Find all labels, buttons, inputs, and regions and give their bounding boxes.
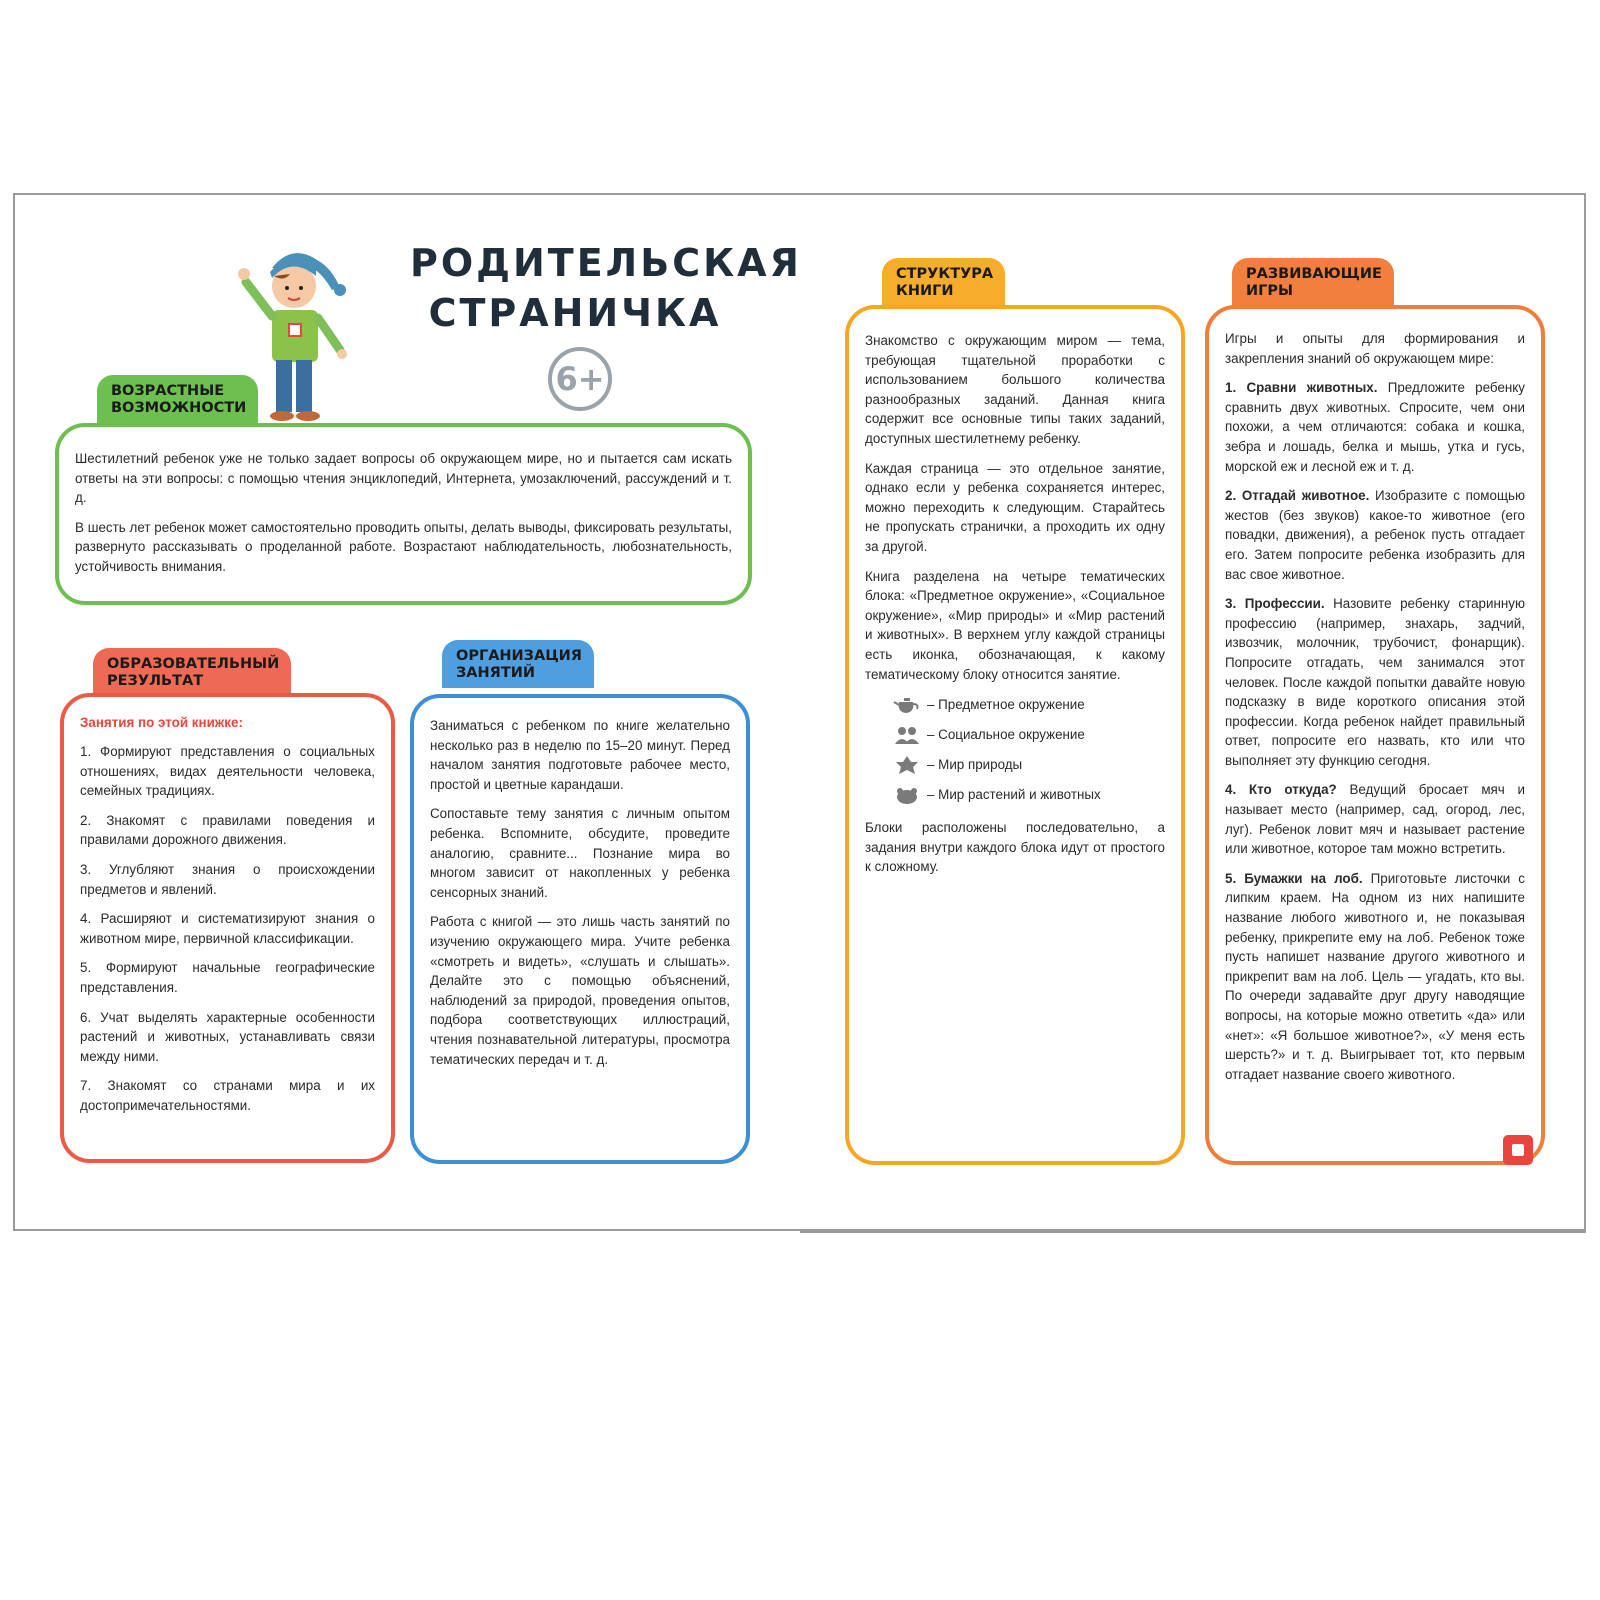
book-structure-box <box>845 305 1185 1165</box>
leaf-icon <box>893 754 921 776</box>
list-item: 1. Сравни животных. Предложите ребенку сравнить двух животных. Спросите, чем они похожи, а чем отличаются: собака и кошка, зебра и лошадь, белка и мышь, утка и гусь, морской еж и лесной еж и т. д. <box>1225 380 1525 474</box>
legend-item: – Мир растений и животных <box>893 784 1165 806</box>
age-capabilities-box <box>55 423 752 605</box>
paragraph: В шесть лет ребенок может самостоятельно проводить опыты, делать выводы, фиксировать результаты, развернуто рассказывать о проделанной работе. Возрастают наблюдательность, любознательность, устойчивость внимания. <box>75 519 732 574</box>
paragraph: Работа с книгой — это лишь часть занятий по изучению окружающего мира. Учите ребенка «смотреть и видеть», «слушать и слышать». Делайте это с помощью объяснений, наблюдений за природой, проведения опытов, подбора соответствующих иллюстраций, чтения познавательной литературы, просмотра тематических передач и т. д. <box>430 914 730 1067</box>
legend-item: – Предметное окружение <box>893 694 1165 716</box>
age-badge: 6+ <box>548 347 612 411</box>
list-item: 5. Формируют начальные географические представления. <box>80 960 375 995</box>
tab-organization: ОРГАНИЗАЦИЯ ЗАНЯТИЙ <box>442 640 594 688</box>
legend-item: – Мир природы <box>893 754 1165 776</box>
list-item: 7. Знакомят со странами мира и их достопримечательностями. <box>80 1078 375 1113</box>
right-page-edge <box>800 1227 1586 1233</box>
organization-box <box>410 694 750 1164</box>
tab-educational-result: ОБРАЗОВАТЕЛЬНЫЙ РЕЗУЛЬТАТ <box>93 648 291 696</box>
list-item: 6. Учат выделять характерные особенности растений и животных, устанавливать связи между ними. <box>80 1009 375 1064</box>
title-line-1: РОДИТЕЛЬСКАЯ <box>410 241 802 285</box>
tab-developing-games: РАЗВИВАЮЩИЕ ИГРЫ <box>1232 258 1394 306</box>
list-item: 3. Профессии. Назовите ребенку старинную профессию (например, знахарь, задчий, извозчик, молочник, трубочист, фонарщик). Попросите отгадать, чем занимался этот человек. После каждой попытки давайте новую подсказку в виде короткого описания этой профессии. Когда ребенок найдет правильный ответ, попросите его назвать, кто или что выполняет эту функцию сегодня. <box>1225 596 1525 768</box>
list-item: 3. Углубляют знания о происхождении предметов и явлений. <box>80 861 375 897</box>
paragraph: Заниматься с ребенком по книге желательно несколько раз в неделю по 15–20 минут. Перед началом занятия подготовьте рабочее место, простой и цветные карандаши. <box>430 718 730 792</box>
animal-icon <box>893 784 921 806</box>
developing-games-box <box>1205 305 1545 1165</box>
paragraph: Знакомство с окружающим миром — тема, требующая тщательной проработки с использованием большого количества разнообразных заданий. Данная книга содержит все основные типы таких заданий, доступных шестилетнему ребенку. <box>865 333 1165 446</box>
tab-book-structure: СТРУКТУРА КНИГИ <box>882 258 1005 306</box>
paragraph: Игры и опыты для формирования и закрепления знаний об окружающем мире: <box>1225 331 1525 366</box>
list-item: 5. Бумажки на лоб. Приготовьте листочки с липким краем. На одном из них напишите название любого животного и, не показывая ребенку, прикрепите ему на лоб. Ребенок тоже пусть напишет название другого животного и прикрепит вам на лоб. Цель — угадать, кто вы. По очереди задавайте друг другу наводящие вопросы, на которые можно ответить «да» или «нет»: «Я большое животное?», «У меня есть шерсть?» и т. д. Выигрывает тот, кто первым отгадает название своего животного. <box>1225 870 1525 1082</box>
paragraph: Каждая страница — это отдельное занятие, однако если у ребенка сохраняется интерес, можно переходить к следующим. Старайтесь не пропускать странички, а проходить их одну за другой. <box>865 460 1165 554</box>
page-title <box>410 238 802 338</box>
legend-item: – Социальное окружение <box>893 724 1165 746</box>
list-item: 2. Знакомят с правилами поведения и правилами дорожного движения. <box>80 812 375 848</box>
list-item: 1. Формируют представления о социальных отношениях, видах деятельности человека, семейных традициях. <box>80 744 375 799</box>
paragraph: Сопоставьте тему занятия с личным опытом ребенка. Вспомните, обсудите, проведите аналогию, сравните... Познание мира во многом зависит от накопленных у ребенка сенсорных знаний. <box>430 806 730 900</box>
list-item: 4. Кто откуда? Ведущий бросает мяч и называет место (например, сад, огород, лес, луг). Ребенок ловит мяч и называет растение или животное, которое там можно встретить. <box>1225 782 1525 857</box>
corner-square-icon <box>1503 1135 1533 1165</box>
list-item: 4. Расширяют и систематизируют знания о животном мире, первичной классификации. <box>80 911 375 946</box>
paragraph: Книга разделена на четыре тематических блока: «Предметное окружение», «Социальное окружение», «Мир природы» и «Мир растений и животных». В верхнем углу каждой страницы есть иконка, обозначающая, к какому тематическому блоку относится занятие. <box>865 568 1165 682</box>
paragraph: Шестилетний ребенок уже не только задает вопросы об окружающем мире, но и пытается сам искать ответы на эти вопросы: с помощью чтения энциклопедий, Интернета, умозаключений, рассуждений и т. д. <box>75 451 732 506</box>
paragraph: Блоки расположены последовательно, а задания внутри каждого блока идут от простого к сложному. <box>865 820 1165 875</box>
result-heading: Занятия по этой книжке: <box>80 715 243 730</box>
educational-result-box <box>60 693 395 1163</box>
title-line-2: СТРАНИЧКА <box>428 291 722 335</box>
teapot-icon <box>893 694 921 716</box>
list-item: 2. Отгадай животное. Изобразите с помощью жестов (без звуков) какое-то животное (его повадки, движения), а ребенок пусть отгадает его. Затем попросите ребенка изобразить для вас свое животное. <box>1225 488 1525 582</box>
tab-age-capabilities: ВОЗРАСТНЫЕ ВОЗМОЖНОСТИ <box>97 375 258 423</box>
people-icon <box>893 724 921 746</box>
